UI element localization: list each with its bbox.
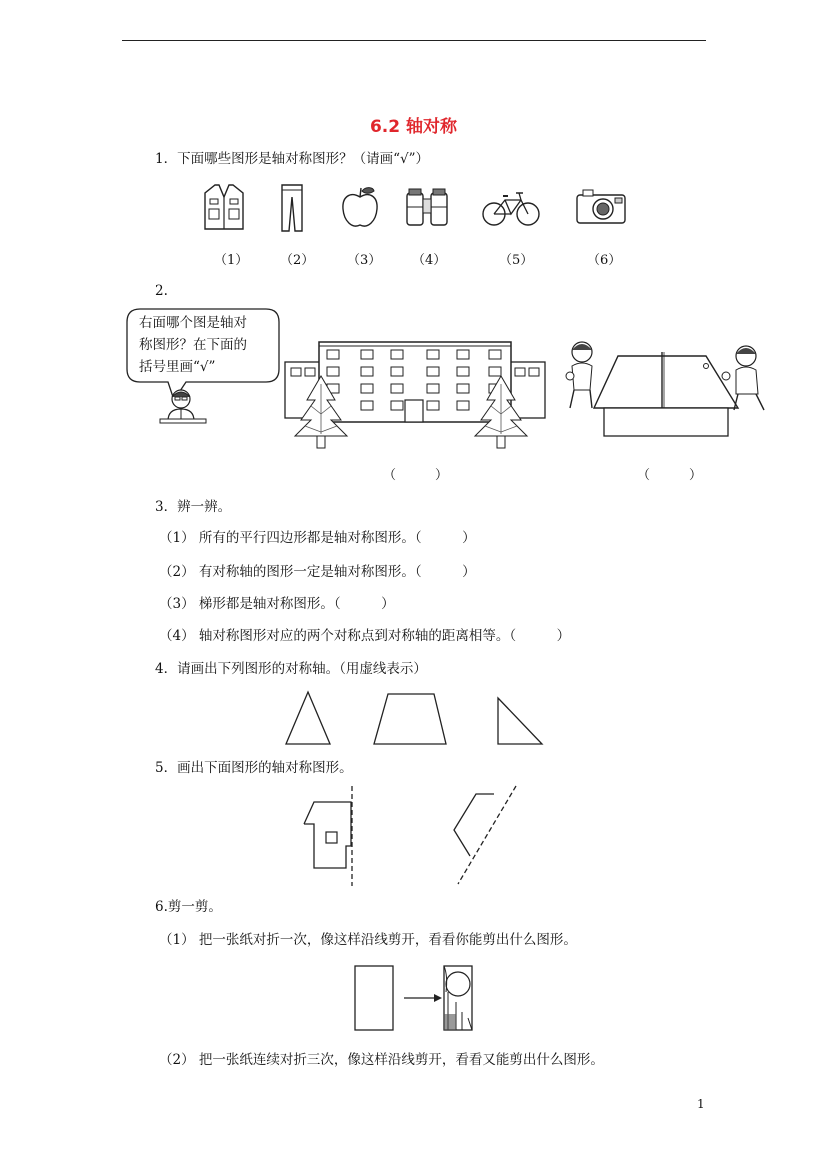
q5-figures xyxy=(300,784,522,888)
half-shape xyxy=(454,794,494,856)
q3-item-1: （1） 所有的平行四边形都是轴对称图形。（ ） xyxy=(159,530,476,546)
q1-label-2: （2） xyxy=(280,253,315,268)
bubble-line-2: 称图形？在下面的 xyxy=(139,337,247,353)
right-isosceles-triangle xyxy=(498,698,542,744)
teacher-illustration xyxy=(158,387,208,427)
q6-fold-diagram xyxy=(352,962,478,1034)
bubble-line-3: 括号里画“√” xyxy=(139,359,216,375)
arrow-head xyxy=(434,994,442,1002)
isosceles-trapezoid xyxy=(374,694,446,744)
q1-prompt: 1．下面哪些图形是轴对称图形？（请画“√”） xyxy=(155,151,429,167)
school-building-illustration xyxy=(281,340,549,450)
page-number: 1 xyxy=(697,1097,705,1111)
q1-label-4: （4） xyxy=(412,253,447,268)
page-title: 6.2 轴对称 xyxy=(369,117,458,137)
q5-prompt: 5．画出下面图形的轴对称图形。 xyxy=(155,760,353,776)
q1-label-6: （6） xyxy=(587,253,622,268)
q3-prompt: 3．辨一辨。 xyxy=(155,499,232,515)
q4-prompt: 4．请画出下列图形的对称轴。（用虚线表示） xyxy=(155,661,427,677)
q2-answer-left[interactable]: （ ） xyxy=(383,468,449,483)
bubble-text xyxy=(139,312,247,378)
q6-item-1: （1） 把一张纸对折一次，像这样沿线剪开，看看你能剪出什么图形。 xyxy=(159,932,577,948)
q2-answer-right[interactable]: （ ） xyxy=(637,468,703,483)
vest-icon xyxy=(203,183,245,233)
q3-item-4: （4） 轴对称图形对应的两个对称点到对称轴的距离相等。（ ） xyxy=(159,628,571,644)
pants-icon xyxy=(280,183,304,233)
q1-label-3: （3） xyxy=(347,253,382,268)
q6-prompt: 6.剪一剪。 xyxy=(155,899,222,915)
q1-label-5: （5） xyxy=(499,253,534,268)
camera-icon xyxy=(575,187,627,227)
q6-item-2: （2） 把一张纸连续对折三次，像这样沿线剪开，看看又能剪出什么图形。 xyxy=(159,1052,604,1068)
binoculars-icon xyxy=(404,187,450,229)
q4-shapes xyxy=(284,690,546,748)
header-rule xyxy=(122,40,706,41)
q3-item-3: （3） 梯形都是轴对称图形。（ ） xyxy=(159,596,395,612)
isosceles-triangle xyxy=(286,692,330,744)
q3-item-2: （2） 有对称轴的图形一定是轴对称图形。（ ） xyxy=(159,564,476,580)
q2-number: 2. xyxy=(155,283,168,299)
half-house xyxy=(304,802,351,868)
paper-rect xyxy=(355,966,393,1030)
slanted-axis xyxy=(458,786,516,884)
bicycle-icon xyxy=(481,190,541,228)
apple-icon xyxy=(340,185,380,231)
ping-pong-illustration xyxy=(560,338,772,442)
q1-label-1: （1） xyxy=(214,253,249,268)
bubble-line-1: 右面哪个图是轴对 xyxy=(139,315,247,331)
